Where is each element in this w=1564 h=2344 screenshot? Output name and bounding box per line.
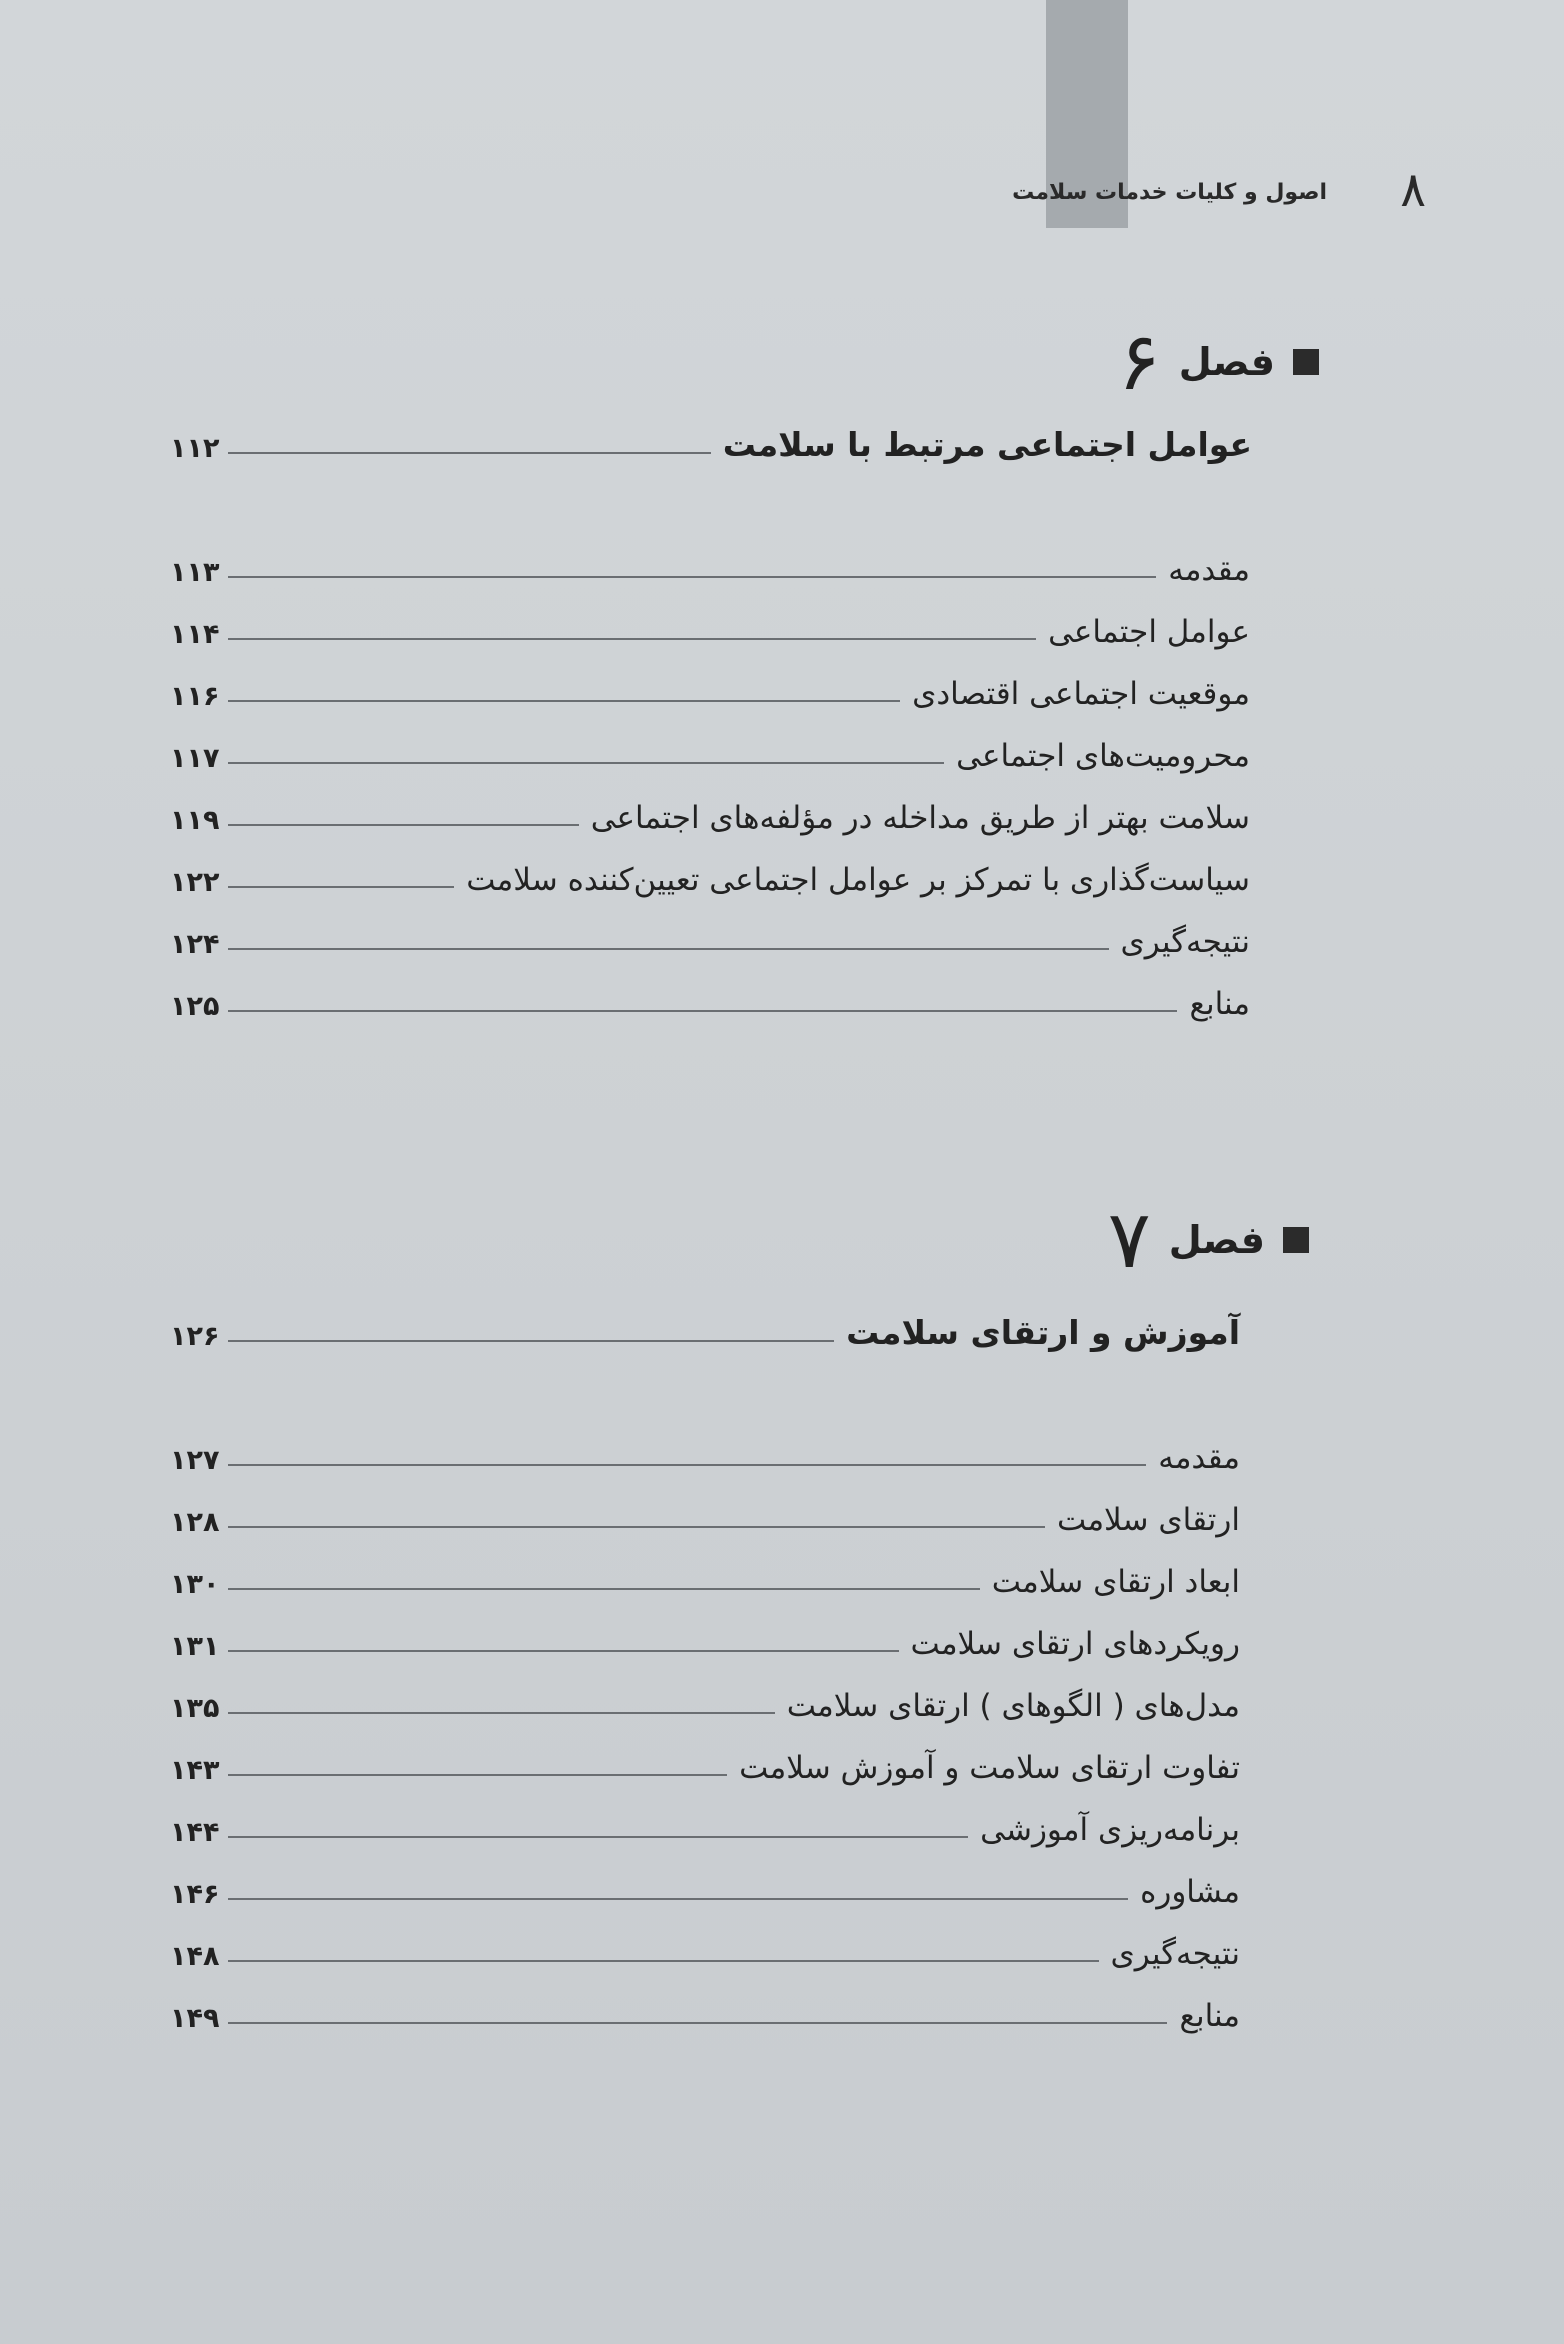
chapter-6-header bbox=[1117, 315, 1319, 408]
toc-entry-title: تفاوت ارتقای سلامت و آموزش سلامت bbox=[739, 1750, 1240, 1786]
toc-entry-title: برنامه‌ریزی آموزشی bbox=[980, 1812, 1240, 1848]
toc-entry[interactable] bbox=[170, 1802, 1240, 1848]
toc-page-number: ۱۱۹ bbox=[170, 805, 220, 836]
toc-page-number: ۱۱۶ bbox=[170, 681, 220, 712]
toc-entry[interactable] bbox=[170, 1492, 1240, 1538]
chapter-7-heading-row[interactable] bbox=[170, 1306, 1240, 1352]
toc-page-number: ۱۲۷ bbox=[170, 1445, 220, 1476]
dot-leader bbox=[228, 886, 454, 888]
toc-page-number: ۱۳۵ bbox=[170, 1693, 220, 1724]
toc-entry[interactable] bbox=[170, 852, 1250, 898]
toc-page-number: ۱۲۴ bbox=[170, 929, 220, 960]
dot-leader bbox=[228, 1650, 899, 1652]
toc-entry-title: سلامت بهتر از طریق مداخله در مؤلفه‌های اجتماعی bbox=[590, 800, 1250, 836]
dot-leader bbox=[228, 1960, 1099, 1962]
toc-entry-title: منابع bbox=[1179, 1998, 1240, 2034]
chapter-word: فصل bbox=[1168, 1218, 1265, 1262]
toc-entry-title: مشاوره bbox=[1140, 1874, 1240, 1910]
toc-entry-title: رویکردهای ارتقای سلامت bbox=[910, 1626, 1240, 1662]
page-number: ۸ bbox=[1400, 162, 1426, 218]
toc-page-number: ۱۲۸ bbox=[170, 1507, 220, 1538]
toc-entry[interactable] bbox=[170, 1678, 1240, 1724]
toc-entry[interactable] bbox=[170, 542, 1250, 588]
toc-entry[interactable] bbox=[170, 976, 1250, 1022]
chapter-7-header bbox=[1107, 1193, 1309, 1286]
toc-entry-title: مقدمه bbox=[1168, 552, 1250, 588]
toc-entry[interactable] bbox=[170, 1616, 1240, 1662]
dot-leader bbox=[228, 1464, 1146, 1466]
dot-leader bbox=[228, 762, 944, 764]
toc-page-number: ۱۱۷ bbox=[170, 743, 220, 774]
toc-entry[interactable] bbox=[170, 604, 1250, 650]
toc-entry[interactable] bbox=[170, 914, 1250, 960]
toc-entry[interactable] bbox=[170, 1430, 1240, 1476]
chapter-number: ۷ bbox=[1107, 1193, 1151, 1286]
toc-page-number: ۱۱۳ bbox=[170, 557, 220, 588]
toc-page-number: ۱۳۰ bbox=[170, 1569, 220, 1600]
toc-page-number: ۱۱۲ bbox=[170, 433, 220, 464]
dot-leader bbox=[228, 1712, 775, 1714]
toc-entry[interactable] bbox=[170, 1864, 1240, 1910]
dot-leader bbox=[228, 1898, 1128, 1900]
toc-page-number: ۱۴۴ bbox=[170, 1817, 220, 1848]
toc-entry-title: سیاست‌گذاری با تمرکز بر عوامل اجتماعی تعیین‌کننده سلامت bbox=[466, 862, 1250, 898]
dot-leader bbox=[228, 576, 1156, 578]
chapter-number: ۶ bbox=[1117, 315, 1161, 408]
toc-page-number: ۱۴۶ bbox=[170, 1879, 220, 1910]
chapter-6-heading-row[interactable] bbox=[170, 418, 1252, 464]
toc-page-number: ۱۳۱ bbox=[170, 1631, 220, 1662]
toc-page-number: ۱۲۶ bbox=[170, 1321, 220, 1352]
dot-leader bbox=[228, 700, 900, 702]
dot-leader bbox=[228, 1526, 1045, 1528]
toc-page-number: ۱۲۵ bbox=[170, 991, 220, 1022]
dot-leader bbox=[228, 1836, 968, 1838]
toc-page-number: ۱۲۲ bbox=[170, 867, 220, 898]
toc-entry[interactable] bbox=[170, 1740, 1240, 1786]
chapter-word: فصل bbox=[1178, 340, 1275, 384]
toc-heading-title: آموزش و ارتقای سلامت bbox=[846, 1313, 1240, 1352]
dot-leader bbox=[228, 1010, 1177, 1012]
toc-entry-title: عوامل اجتماعی bbox=[1048, 614, 1250, 650]
dot-leader bbox=[228, 638, 1036, 640]
toc-entry[interactable] bbox=[170, 790, 1250, 836]
toc-entry-title: محرومیت‌های اجتماعی bbox=[956, 738, 1250, 774]
toc-page-number: ۱۴۸ bbox=[170, 1941, 220, 1972]
dot-leader bbox=[228, 1774, 727, 1776]
dot-leader bbox=[228, 1588, 980, 1590]
toc-page-number: ۱۴۳ bbox=[170, 1755, 220, 1786]
toc-entry-title: نتیجه‌گیری bbox=[1110, 1936, 1240, 1972]
chapter-bullet-icon bbox=[1283, 1227, 1309, 1253]
toc-entry-title: مدل‌های ( الگوهای ) ارتقای سلامت bbox=[786, 1688, 1240, 1724]
dot-leader bbox=[228, 824, 579, 826]
dot-leader bbox=[228, 2022, 1167, 2024]
toc-entry-title: ارتقای سلامت bbox=[1057, 1502, 1240, 1538]
toc-entry[interactable] bbox=[170, 1926, 1240, 1972]
toc-entry[interactable] bbox=[170, 666, 1250, 712]
toc-entry-title: مقدمه bbox=[1158, 1440, 1240, 1476]
toc-entry[interactable] bbox=[170, 728, 1250, 774]
dot-leader bbox=[228, 948, 1109, 950]
toc-entry-title: نتیجه‌گیری bbox=[1120, 924, 1250, 960]
toc-entry[interactable] bbox=[170, 1554, 1240, 1600]
toc-page-number: ۱۴۹ bbox=[170, 2003, 220, 2034]
running-head: اصول و کلیات خدمات سلامت bbox=[1012, 180, 1327, 205]
chapter-bullet-icon bbox=[1293, 349, 1319, 375]
toc-entry-title: منابع bbox=[1189, 986, 1250, 1022]
toc-entry-title: موقعیت اجتماعی اقتصادی bbox=[912, 676, 1250, 712]
toc-heading-title: عوامل اجتماعی مرتبط با سلامت bbox=[722, 425, 1252, 464]
toc-entry-title: ابعاد ارتقای سلامت bbox=[991, 1564, 1240, 1600]
dot-leader bbox=[228, 1340, 834, 1342]
toc-entry[interactable] bbox=[170, 1988, 1240, 2034]
dot-leader bbox=[228, 452, 711, 454]
toc-page-number: ۱۱۴ bbox=[170, 619, 220, 650]
